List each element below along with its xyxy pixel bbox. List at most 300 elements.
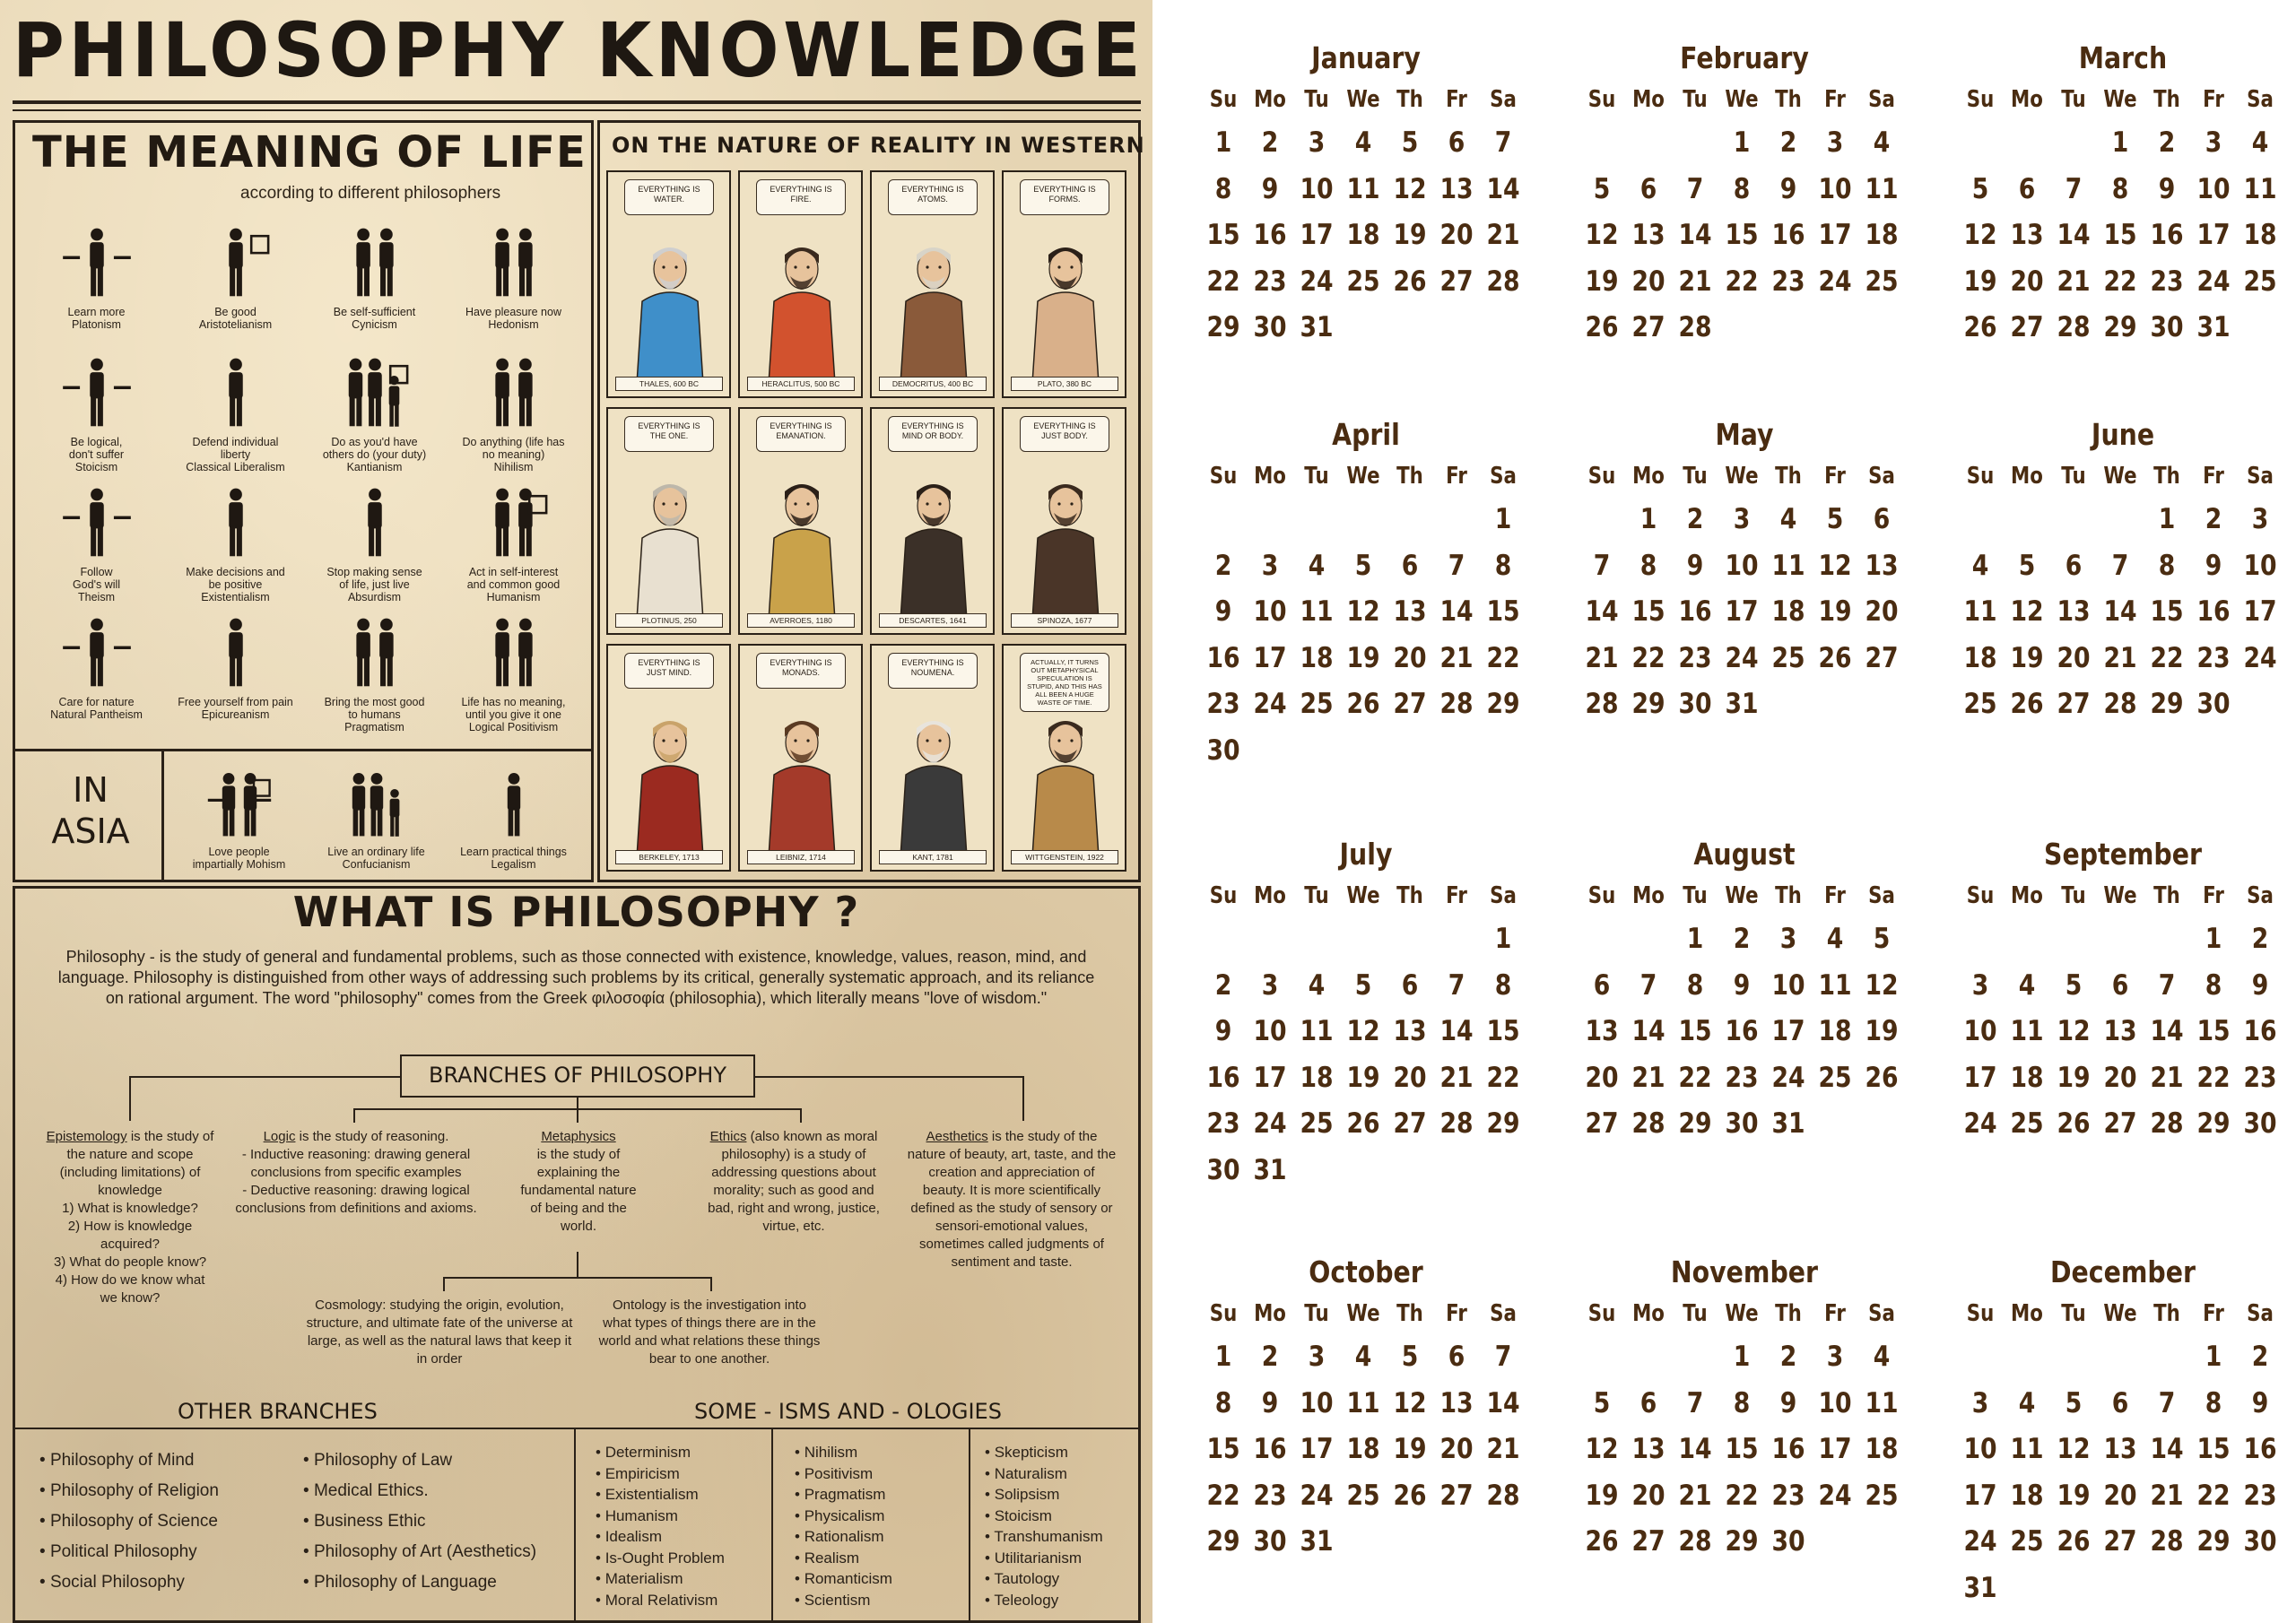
weekday-label: Th <box>1775 86 1802 113</box>
ism-item: • Teleology <box>985 1590 1103 1611</box>
day-cell: 6 <box>2111 1386 2129 1419</box>
week-row <box>1200 1148 1532 1194</box>
day-cell: 3 <box>1826 126 1844 159</box>
weekday-label: Su <box>1587 882 1616 909</box>
branch-metaphysics-text: is the study of explaining the fundamental nature of being and the world. <box>520 1147 637 1234</box>
day-cell: 6 <box>2111 968 2129 1002</box>
month-april <box>1200 414 1532 774</box>
weekday-label: We <box>1725 1300 1759 1327</box>
day-cell: 28 <box>1486 265 1520 298</box>
day-cell: 18 <box>1963 641 1997 674</box>
day-cell: 2 <box>1779 1341 1797 1373</box>
day-cell: 16 <box>1253 219 1287 251</box>
day-cell: 2 <box>1261 126 1279 159</box>
week-row <box>1957 305 2289 352</box>
branch-aesthetics-text: is the study of the nature of beauty, art, taste, and the creation and appreciation of beauty. It is more scientifically defined as the study of sensory or sensori-emotional values, sometimes called judgments of sentiment and taste. <box>907 1129 1117 1270</box>
philosopher-caption: PLATO, 380 BC <box>1011 377 1118 391</box>
day-cell: 3 <box>1971 968 1989 1002</box>
empty-day-cell <box>1250 497 1291 543</box>
empty-day-cell <box>1675 1334 1716 1381</box>
ism-item: • Stoicism <box>985 1506 1103 1527</box>
philosopher-figure-icon <box>1013 450 1118 621</box>
empty-day-cell <box>1390 305 1431 352</box>
weekday-label: Sa <box>1868 882 1895 909</box>
meaning-item-text: Bring the most good to humans Pragmatism <box>324 696 425 733</box>
day-cell: 18 <box>1300 1061 1334 1094</box>
two-people-icon <box>204 760 275 842</box>
day-cell: 13 <box>2057 595 2091 628</box>
sweeping-person-icon-svg <box>478 766 550 838</box>
asia-item-text: Learn practical things Legalism <box>460 846 567 871</box>
month-january <box>1200 38 1532 352</box>
scales-person-icon-svg <box>197 481 274 558</box>
day-cell: 25 <box>1771 641 1805 674</box>
week-row <box>1957 543 2289 590</box>
week-row <box>1200 636 1532 682</box>
other-branch-item: • Philosophy of Language <box>303 1567 536 1598</box>
empty-day-cell <box>1437 916 1477 963</box>
day-cell: 19 <box>2057 1479 2091 1512</box>
lists-vertical-divider <box>574 1429 576 1623</box>
day-cell: 8 <box>1686 968 1704 1002</box>
day-cell: 28 <box>1631 1107 1665 1140</box>
day-cell: 30 <box>2150 311 2184 343</box>
day-cell: 31 <box>1300 1525 1334 1558</box>
day-cell: 7 <box>1494 126 1512 159</box>
day-cell: 21 <box>1585 641 1619 674</box>
week-row <box>1578 1101 1910 1148</box>
week-row <box>1957 1381 2289 1428</box>
day-cell: 22 <box>2150 641 2184 674</box>
week-row <box>1200 213 1532 259</box>
ism-item: • Moral Relativism <box>596 1590 725 1611</box>
branches-of-philosophy-label: BRANCHES OF PHILOSOPHY <box>400 1055 755 1098</box>
day-cell: 12 <box>1346 595 1380 628</box>
weekday-label: Mo <box>2011 86 2043 113</box>
day-cell: 21 <box>2057 265 2091 298</box>
day-cell: 4 <box>1873 126 1891 159</box>
cheering-people-icon-svg <box>475 351 552 428</box>
weekday-label: Mo <box>1632 1300 1665 1327</box>
weekday-label: Mo <box>2011 882 2043 909</box>
week-row <box>1957 963 2289 1010</box>
meaning-item-text: Be good Aristotelianism <box>198 306 273 331</box>
day-cell: 10 <box>1300 1386 1334 1419</box>
day-cell: 20 <box>2057 641 2091 674</box>
philosopher-caption: LEIBNIZ, 1714 <box>747 850 855 864</box>
what-is-philosophy-title: WHAT IS PHILOSOPHY ? <box>292 888 860 936</box>
week-row <box>1578 305 1910 352</box>
day-cell: 10 <box>1300 172 1334 205</box>
week-row <box>1578 213 1910 259</box>
branch-ethics <box>700 1128 888 1236</box>
empty-day-cell <box>1437 1148 1477 1194</box>
day-cell: 19 <box>1585 1479 1619 1512</box>
week-row <box>1200 1055 1532 1102</box>
meaning-item-text: Follow God's will Theism <box>72 566 121 603</box>
day-cell: 11 <box>1818 968 1852 1002</box>
week-row <box>1957 213 2289 259</box>
asia-item <box>445 760 582 871</box>
day-cell: 18 <box>2010 1061 2044 1094</box>
day-cell: 2 <box>2158 126 2176 159</box>
weekday-header <box>1957 1293 2289 1334</box>
day-cell: 24 <box>1253 1107 1287 1140</box>
day-cell: 17 <box>1300 219 1334 251</box>
day-cell: 7 <box>1593 549 1611 582</box>
speech-bubble: EVERYTHING IS JUST BODY. <box>1020 416 1109 452</box>
branch-metaphysics-name: Metaphysics <box>541 1129 616 1144</box>
empty-day-cell <box>2100 1566 2141 1612</box>
philosopher-figure-icon <box>881 687 987 857</box>
branch-logic <box>235 1128 477 1218</box>
day-cell: 27 <box>2103 1107 2137 1140</box>
philosopher-caption: AVERROES, 1180 <box>747 613 855 628</box>
ism-item: • Nihilism <box>795 1442 892 1463</box>
weekday-label: We <box>1346 882 1380 909</box>
day-cell: 13 <box>1393 1015 1427 1047</box>
week-row <box>1957 1334 2289 1381</box>
day-cell: 19 <box>1346 641 1380 674</box>
gift-giving-icon <box>475 605 552 692</box>
toilet-helper-icon <box>336 605 413 692</box>
empty-day-cell <box>1297 916 1337 963</box>
asia-label-divider <box>161 751 164 882</box>
family-icon-svg <box>341 766 413 838</box>
week-row <box>1957 1101 2289 1148</box>
asia-grid <box>170 760 583 871</box>
day-cell: 8 <box>1494 549 1512 582</box>
empty-day-cell <box>1483 1519 1524 1566</box>
day-cell: 12 <box>2057 1015 2091 1047</box>
day-cell: 23 <box>2196 641 2231 674</box>
day-cell: 9 <box>1261 1386 1279 1419</box>
week-row <box>1957 916 2289 963</box>
day-cell: 1 <box>2111 126 2129 159</box>
stairs-person-icon-svg <box>336 481 413 558</box>
weekday-label: Mo <box>2011 463 2043 490</box>
empty-day-cell <box>1390 497 1431 543</box>
week-row <box>1578 916 1910 963</box>
day-cell: 7 <box>1639 968 1657 1002</box>
asia-item <box>170 760 308 871</box>
weekday-label: Su <box>1966 463 1995 490</box>
weekday-label: Tu <box>1683 463 1708 490</box>
weekday-label: Sa <box>1868 86 1895 113</box>
day-cell: 17 <box>1963 1061 1997 1094</box>
asia-item <box>308 760 445 871</box>
philosopher-figure-icon <box>881 213 987 384</box>
day-cell: 9 <box>2251 968 2269 1002</box>
weekday-label: Su <box>1587 1300 1616 1327</box>
teacher-desk-icon <box>58 215 135 302</box>
gift-giving-icon-svg <box>475 611 552 688</box>
empty-day-cell <box>1390 728 1431 775</box>
week-row <box>1200 543 1532 590</box>
empty-day-cell <box>1961 916 2001 963</box>
day-cell: 26 <box>1346 1107 1380 1140</box>
meaning-item <box>166 605 305 735</box>
toilet-helper-icon-svg <box>336 611 413 688</box>
day-cell: 14 <box>1585 595 1619 628</box>
weekday-label: Sa <box>1490 1300 1517 1327</box>
day-cell: 26 <box>2057 1107 2091 1140</box>
day-cell: 13 <box>1393 595 1427 628</box>
meaning-item <box>166 475 305 605</box>
empty-day-cell <box>1582 120 1622 167</box>
day-cell: 20 <box>2103 1479 2137 1512</box>
day-cell: 26 <box>2010 688 2044 720</box>
empty-day-cell <box>1483 1148 1524 1194</box>
week-row <box>1200 1101 1532 1148</box>
standing-person-icon-svg <box>197 221 274 298</box>
day-cell: 7 <box>1686 1386 1704 1419</box>
person-with-dog-icon-svg <box>336 221 413 298</box>
weekday-label: Su <box>1209 86 1238 113</box>
week-row <box>1200 305 1532 352</box>
day-cell: 16 <box>1678 595 1712 628</box>
meaning-item <box>166 215 305 345</box>
empty-day-cell <box>1437 728 1477 775</box>
empty-day-cell <box>1815 305 1856 352</box>
day-cell: 7 <box>2158 968 2176 1002</box>
sub-branch-cosmology: Cosmology: studying the origin, evolution, structure, and ultimate fate of the universe at large, as well as the natural laws that keep it in order <box>306 1298 573 1367</box>
branch-metaphysics <box>520 1128 637 1236</box>
day-cell: 10 <box>1253 1015 1287 1047</box>
day-cell: 12 <box>2010 595 2044 628</box>
weekday-label: Sa <box>1868 463 1895 490</box>
day-cell: 6 <box>2018 172 2036 205</box>
day-cell: 9 <box>1214 595 1232 628</box>
philosopher-panel <box>1002 407 1126 635</box>
day-cell: 15 <box>1725 219 1759 251</box>
weekday-label: Fr <box>1446 882 1467 909</box>
other-branches-col-1 <box>39 1445 219 1598</box>
day-cell: 11 <box>2243 172 2277 205</box>
gardener-icon-svg <box>58 611 135 688</box>
month-name: October <box>1309 1254 1423 1289</box>
day-cell: 21 <box>2150 1061 2184 1094</box>
weekday-label: We <box>2103 86 2137 113</box>
day-cell: 3 <box>1308 1341 1326 1373</box>
umbrella-family-icon-svg <box>336 351 413 428</box>
day-cell: 16 <box>1771 219 1805 251</box>
year-calendar <box>1166 0 2296 1623</box>
weekday-label: Fr <box>2203 86 2224 113</box>
day-cell: 18 <box>1346 1433 1380 1465</box>
day-cell: 22 <box>1206 1479 1240 1512</box>
empty-day-cell <box>1390 1519 1431 1566</box>
meaning-item <box>444 345 583 475</box>
empty-day-cell <box>1862 1519 1902 1566</box>
day-cell: 21 <box>2150 1479 2184 1512</box>
day-cell: 15 <box>2196 1015 2231 1047</box>
other-branch-item: • Social Philosophy <box>39 1567 219 1598</box>
day-cell: 7 <box>2065 172 2083 205</box>
speech-bubble: EVERYTHING IS EMANATION. <box>756 416 846 452</box>
day-cell: 28 <box>1439 1107 1474 1140</box>
day-cell: 13 <box>1631 1433 1665 1465</box>
day-cell: 28 <box>1439 688 1474 720</box>
day-cell: 9 <box>2158 172 2176 205</box>
day-cell: 2 <box>1686 503 1704 535</box>
week-row <box>1578 1519 1910 1566</box>
empty-day-cell <box>2100 497 2141 543</box>
other-branch-item: • Philosophy of Art (Aesthetics) <box>303 1537 536 1567</box>
week-row <box>1200 1334 1532 1381</box>
day-cell: 5 <box>1971 172 1989 205</box>
philosopher-caption: DEMOCRITUS, 400 BC <box>879 377 987 391</box>
empty-day-cell <box>1483 728 1524 775</box>
day-cell: 18 <box>1865 1433 1899 1465</box>
empty-day-cell <box>2147 1566 2187 1612</box>
scales-person-icon <box>197 475 274 562</box>
day-cell: 5 <box>1593 172 1611 205</box>
day-cell: 12 <box>1585 1433 1619 1465</box>
meaning-item-text: Act in self-interest and common good Humanism <box>466 566 561 603</box>
empty-day-cell <box>1297 497 1337 543</box>
day-cell: 4 <box>1308 549 1326 582</box>
philosopher-caption: PLOTINUS, 250 <box>615 613 723 628</box>
day-cell: 9 <box>2251 1386 2269 1419</box>
family-icon <box>341 760 413 842</box>
philosopher-panel <box>606 170 731 398</box>
day-cell: 10 <box>1725 549 1759 582</box>
day-cell: 19 <box>1346 1061 1380 1094</box>
week-row <box>1578 589 1910 636</box>
ism-item: • Rationalism <box>795 1526 892 1548</box>
day-cell: 8 <box>1639 549 1657 582</box>
empty-day-cell <box>1769 681 1809 728</box>
empty-day-cell <box>1297 1148 1337 1194</box>
day-cell: 9 <box>1686 549 1704 582</box>
day-cell: 25 <box>1963 688 1997 720</box>
day-cell: 30 <box>1253 1525 1287 1558</box>
week-row <box>1578 120 1910 167</box>
day-cell: 24 <box>1300 1479 1334 1512</box>
day-cell: 2 <box>1779 126 1797 159</box>
day-cell: 5 <box>1354 968 1372 1002</box>
day-cell: 22 <box>1678 1061 1712 1094</box>
other-branch-item: • Medical Ethics. <box>303 1476 536 1506</box>
branch-ethics-name: Ethics <box>709 1129 747 1144</box>
ism-item: • Empiricism <box>596 1463 725 1485</box>
weekday-label: Mo <box>2011 1300 2043 1327</box>
day-cell: 27 <box>1439 1479 1474 1512</box>
week-row <box>1957 497 2289 543</box>
philosopher-panel <box>1002 644 1126 872</box>
week-row <box>1578 1055 1910 1102</box>
weekday-label: Fr <box>1446 86 1467 113</box>
day-cell: 27 <box>1631 311 1665 343</box>
day-cell: 2 <box>1214 968 1232 1002</box>
weekday-header <box>1200 79 1532 120</box>
empty-day-cell <box>2007 1334 2048 1381</box>
empty-day-cell <box>1344 916 1384 963</box>
day-cell: 13 <box>1631 219 1665 251</box>
philosopher-panel <box>870 644 995 872</box>
day-cell: 24 <box>2243 641 2277 674</box>
empty-day-cell <box>1815 681 1856 728</box>
tree-drop-4 <box>800 1108 802 1123</box>
other-branch-item: • Business Ethic <box>303 1506 536 1537</box>
ism-item: • Realism <box>795 1548 892 1569</box>
empty-day-cell <box>1437 305 1477 352</box>
day-cell: 25 <box>1346 1479 1380 1512</box>
day-cell: 9 <box>1261 172 1279 205</box>
weekday-label: Th <box>1775 1300 1802 1327</box>
day-cell: 20 <box>1631 265 1665 298</box>
empty-day-cell <box>1297 728 1337 775</box>
day-cell: 12 <box>1346 1015 1380 1047</box>
month-may <box>1578 414 1910 728</box>
month-name: November <box>1670 1254 1819 1289</box>
meaning-item-text: Do as you'd have others do (your duty) Kantianism <box>322 436 427 473</box>
day-cell: 29 <box>1486 1107 1520 1140</box>
day-cell: 31 <box>1725 688 1759 720</box>
month-name: August <box>1693 837 1796 872</box>
weekday-label: We <box>1346 86 1380 113</box>
palm-tree-relax-icon <box>197 605 274 692</box>
umbrella-family-icon <box>336 345 413 432</box>
nature-of-reality-grid <box>606 170 1135 879</box>
weekday-label: Sa <box>2247 882 2274 909</box>
tree-cosmology-drop <box>443 1277 445 1291</box>
day-cell: 5 <box>2065 968 2083 1002</box>
empty-day-cell <box>2100 916 2141 963</box>
day-cell: 20 <box>1631 1479 1665 1512</box>
weekday-label: Mo <box>1254 1300 1286 1327</box>
sub-branch-ontology: Ontology is the investigation into what types of things there are in the world and what relations these things bear to one another. <box>598 1298 821 1367</box>
day-cell: 20 <box>1439 1433 1474 1465</box>
day-cell: 11 <box>1963 595 1997 628</box>
meaning-item <box>27 605 166 735</box>
day-cell: 26 <box>1585 311 1619 343</box>
weekday-label: Th <box>1396 882 1423 909</box>
day-cell: 17 <box>1253 641 1287 674</box>
other-branch-item: • Philosophy of Science <box>39 1506 219 1537</box>
month-name: December <box>2049 1254 2196 1289</box>
meaning-item <box>27 345 166 475</box>
empty-day-cell <box>2007 1566 2048 1612</box>
empty-day-cell <box>1204 916 1244 963</box>
week-row <box>1957 1566 2289 1612</box>
weekday-label: Tu <box>1683 882 1708 909</box>
day-cell: 24 <box>1771 1061 1805 1094</box>
day-cell: 10 <box>1818 172 1852 205</box>
weekday-label: We <box>1725 86 1759 113</box>
day-cell: 30 <box>1725 1107 1759 1140</box>
day-cell: 21 <box>1486 1433 1520 1465</box>
day-cell: 21 <box>1439 1061 1474 1094</box>
day-cell: 23 <box>1253 1479 1287 1512</box>
day-cell: 5 <box>1354 549 1372 582</box>
day-cell: 29 <box>2196 1107 2231 1140</box>
philosopher-figure-icon <box>749 687 855 857</box>
day-cell: 28 <box>2150 1525 2184 1558</box>
other-branch-item: • Political Philosophy <box>39 1537 219 1567</box>
philosopher-caption: WITTGENSTEIN, 1922 <box>1011 850 1118 864</box>
day-cell: 28 <box>1486 1479 1520 1512</box>
ism-item: • Tautology <box>985 1568 1103 1590</box>
empty-day-cell <box>1862 1101 1902 1148</box>
empty-day-cell <box>1582 497 1622 543</box>
week-row <box>1200 259 1532 306</box>
empty-day-cell <box>1582 1334 1622 1381</box>
week-row <box>1200 1427 1532 1473</box>
day-cell: 27 <box>1865 641 1899 674</box>
standing-person-icon <box>197 215 274 302</box>
